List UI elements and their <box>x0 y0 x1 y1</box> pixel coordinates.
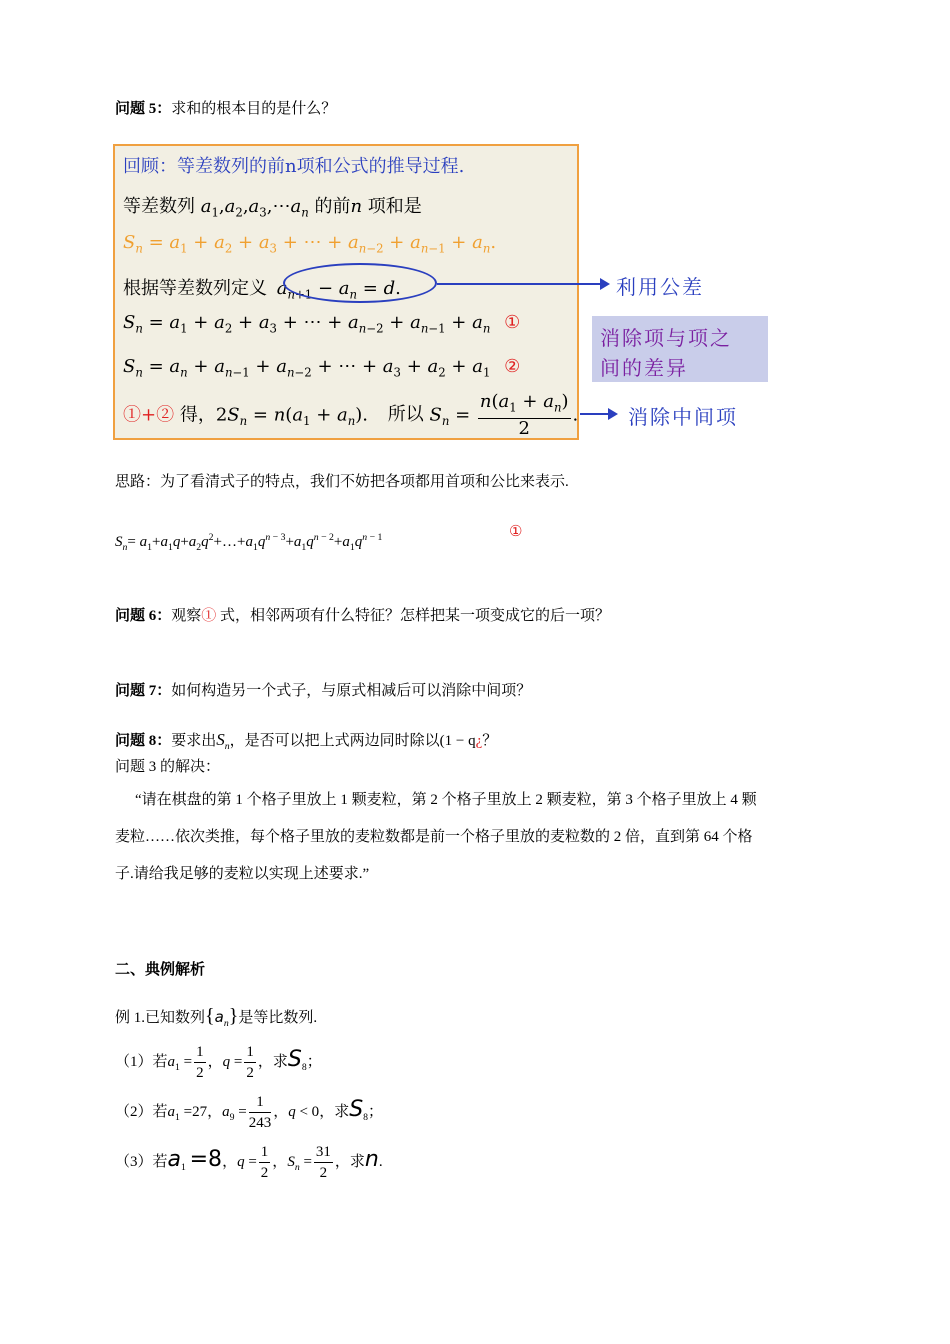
quote-line-1: “请在棋盘的第 1 个格子里放上 1 颗麦粒，第 2 个格子里放上 2 颗麦粒，第 3 个格子里放上 4 颗 <box>135 792 757 808</box>
formula-mark: ① <box>509 524 523 540</box>
gap-line-2: 间的差异 <box>600 356 688 380</box>
question-8: 问题 8：要求出$S_n$，是否可以把上式两边同时除以(1 − q¿？ <box>115 730 498 752</box>
mark-1: ① <box>504 312 521 333</box>
problem-3: （3）若$a_1 =8$，q = $\frac{1}{2}$ ，$S_n$ = $\frac{31}{2}$ ，求n. <box>115 1144 383 1181</box>
arrow-cancel <box>580 413 610 415</box>
section-title: 二、典例解析 <box>115 962 206 978</box>
question-3-solution: 问题 3 的解决： <box>115 759 221 775</box>
review-title: 回顾：等差数列的前n项和公式的推导过程. <box>123 156 465 177</box>
quote-line-3: 子.请给我足够的麦粒以实现上述要求.” <box>115 866 370 882</box>
expanded-sum-formula: $S_n=$ $a_1+a_1q+a_2q^2+\dots+a_1q^{n - 3}+a_1q^{n - 2}+a_1q^{n - 1}$ <box>115 532 383 553</box>
question-5-label: 问题 5： <box>115 101 172 117</box>
mark-1-plus-2: ①+② <box>123 404 175 426</box>
example-1: 例 1.已知数列$\{a_n\}$是等比数列. <box>115 1005 318 1029</box>
mark-2: ② <box>504 356 521 377</box>
review-line-6: ①+② 得，$2S_n = n(a_1 + a_n)$. 所以 $S_n$ = $\frac{n(a_1 + a_n)}{2}$ . <box>123 391 579 439</box>
gap-box <box>592 316 768 382</box>
question-7: 问题 7：如何构造另一个式子，与原式相减后可以消除中间项？ <box>115 683 532 699</box>
arrow-head-icon <box>608 408 618 420</box>
label-use-diff: 利用公差 <box>616 275 704 299</box>
review-sum-formula: $S_n = a_1 + a_2 + a_3$ + ⋯ + $a_{n-2} + a_{n-1} + a_n$. <box>123 232 497 256</box>
label-cancel-middle: 消除中间项 <box>628 405 738 429</box>
arrow-head-icon <box>600 278 610 290</box>
arrow-use-diff <box>437 283 602 285</box>
problem-1: （1）若$a_1$ = $\frac{1}{2}$ ，q = $\frac{1}{2}$ ，求$S_8$； <box>115 1044 322 1081</box>
definition-ellipse <box>283 263 437 303</box>
review-line-1: 等差数列 $a_1,a_2,a_3,\cdots a_n$ 的前n 项和是 <box>123 196 422 220</box>
review-line-5: $S_n = a_n + a_{n-1} + a_{n-2}$ + ⋯ + $a_3 + a_2 + a_1$ ② <box>123 356 521 380</box>
question-5-text: 求和的根本目的是什么？ <box>171 101 337 117</box>
gap-line-1: 消除项与项之 <box>600 326 732 350</box>
question-5 <box>115 99 336 119</box>
question-6: 问题 6：观察① 式，相邻两项有什么特征？怎样把某一项变成它的后一项？ <box>115 608 611 624</box>
quote-line-2: 麦粒……依次类推，每个格子里放的麦粒数都是前一个格子里放的麦粒数的 2 倍，直到第 64 个格 <box>115 829 753 845</box>
review-line-3: 根据等差数列定义 $a_{n+1} - a_n = d$. <box>123 278 401 302</box>
problem-2: （2）若$a_1 =27$，$a_9$ = $\frac{1}{243}$ ，q < 0，求$S_8$； <box>115 1094 384 1131</box>
review-line-4: $S_n = a_1 + a_2 + a_3$ + ⋯ + $a_{n-2} + a_{n-1} + a_n$ ① <box>123 312 521 336</box>
thinking-text: 思路：为了看清式子的特点，我们不妨把各项都用首项和公比来表示. <box>115 474 569 490</box>
